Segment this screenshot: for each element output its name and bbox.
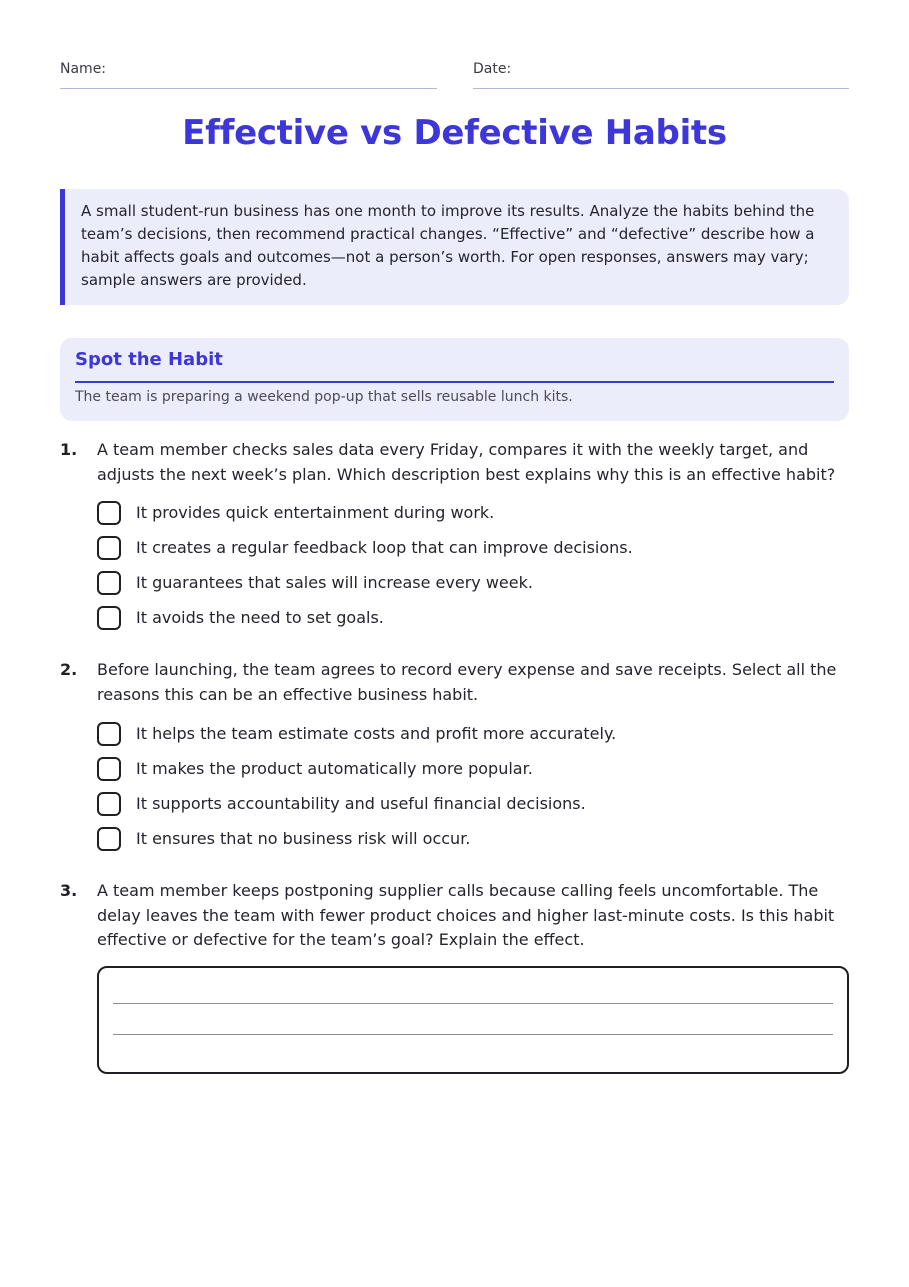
name-field[interactable] [60,61,437,89]
date-label: Date: [473,61,512,77]
option-2d[interactable] [97,827,837,855]
option-label: It makes the product automatically more popular. [136,759,533,778]
question-text: A team member checks sales data every Friday, compares it with the weekly target, and adjusts the next week’s plan. Which description best explains why this is an effective habit? [97,440,836,484]
option-label: It avoids the need to set goals. [136,608,384,627]
option-label: It guarantees that sales will increase every week. [136,573,533,592]
question-text: Before launching, the team agrees to record every expense and save receipts. Select all the reasons this can be an effective business habit. [97,660,837,704]
option-1a[interactable] [97,501,837,529]
option-label: It ensures that no business risk will occur. [136,829,471,848]
worksheet-title: Effective vs Defective Habits [182,113,727,153]
checkbox[interactable] [97,722,121,746]
option-label: It supports accountability and useful financial decisions. [136,794,586,813]
date-field[interactable] [473,61,849,89]
section-subtitle: The team is preparing a weekend pop-up that sells reusable lunch kits. [75,389,573,405]
question-text: A team member keeps postponing supplier calls because calling feels uncomfortable. The delay leaves the team with fewer product choices and higher last-minute costs. Is this habit effective or defective for the team’s goal? Explain the effect. [97,881,835,949]
option-2c[interactable] [97,792,837,820]
answer-line [113,1034,833,1035]
checkbox[interactable] [97,757,121,781]
checkbox[interactable] [97,792,121,816]
question-number: 3. [60,881,78,900]
option-label: It helps the team estimate costs and profit more accurately. [136,724,617,743]
option-1d[interactable] [97,606,837,634]
section-title: Spot the Habit [75,348,834,383]
question-number: 2. [60,660,78,679]
question-number: 1. [60,440,78,459]
checkbox[interactable] [97,827,121,851]
option-1b[interactable] [97,536,837,564]
option-label: It creates a regular feedback loop that can improve decisions. [136,538,633,557]
answer-line [113,1003,833,1004]
checkbox[interactable] [97,501,121,525]
header-fields [60,61,849,89]
name-label: Name: [60,61,107,77]
checkbox[interactable] [97,606,121,630]
checkbox[interactable] [97,571,121,595]
checkbox[interactable] [97,536,121,560]
option-1c[interactable] [97,571,837,599]
answer-box[interactable] [97,966,849,1074]
section-header [60,338,849,421]
option-2b[interactable] [97,757,837,785]
intro-callout: A small student-run business has one month to improve its results. Analyze the habits behind the team’s decisions, then recommend practical changes. “Effective” and “defective” describe how a habit affects goals and outcomes—not a person’s worth. For open responses, answers may vary; sample answers are provided. [60,189,849,305]
option-label: It provides quick entertainment during work. [136,503,495,522]
option-2a[interactable] [97,722,837,750]
